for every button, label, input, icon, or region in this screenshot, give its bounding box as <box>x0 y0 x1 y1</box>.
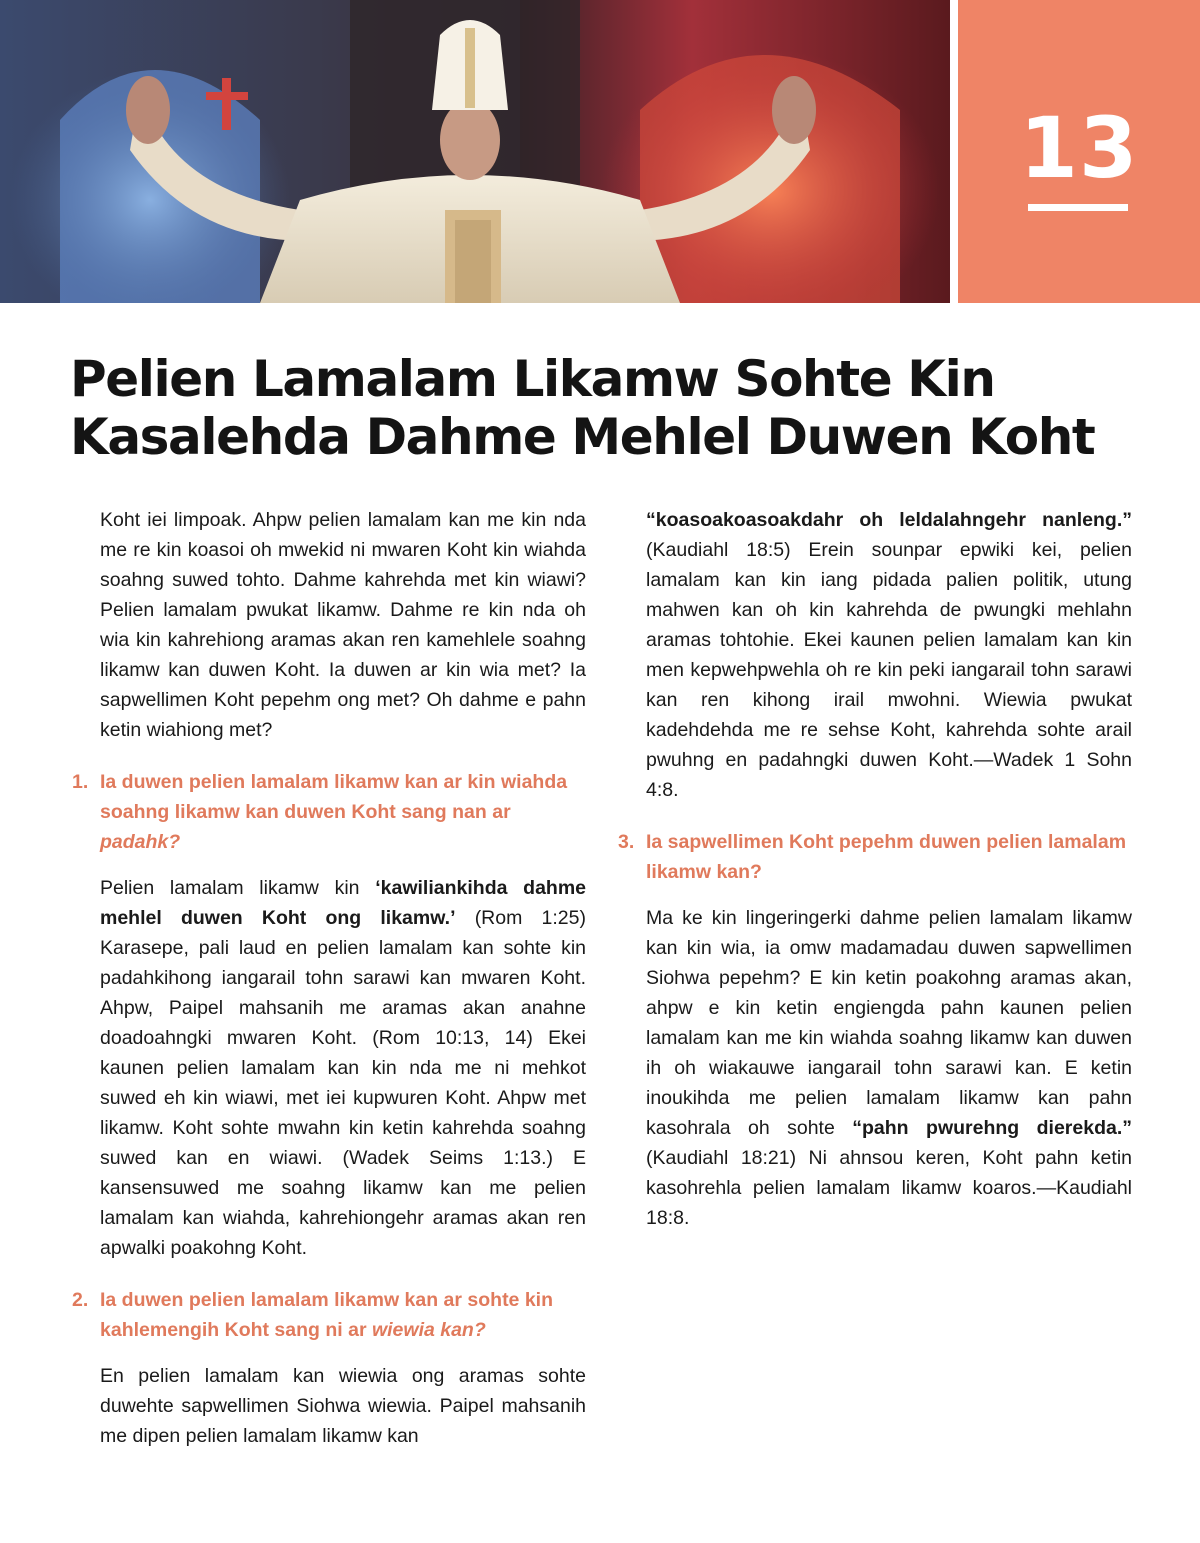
left-column <box>72 505 587 1451</box>
answer-3-quote: “pahn pwurehng dierekda.” <box>852 1117 1133 1139</box>
question-1-text: Ia duwen pelien lamalam likamw kan ar kin wiahda soahng likamw kan duwen Koht sang nan ar <box>100 771 568 823</box>
answer-2-paragraph-part-2 <box>646 505 1132 805</box>
question-3-number: 3. <box>618 831 635 853</box>
title-line-2: Kasalehda Dahme Mehlel Duwen Koht <box>70 408 1095 466</box>
answer-1-quote: ‘kawiliankihda dahme mehlel duwen Koht ong likamw.’ <box>100 877 587 929</box>
answer-1-text-a: Pelien lamalam likamw kin <box>100 877 376 899</box>
chapter-badge <box>958 0 1200 303</box>
answer-1-text-b: (Rom 1:25) Karasepe, pali laud en pelien lamalam kan sohte kin padahkihong iangarail tohn sarawi kan mwaren Koht. Ahpw, Paipel mahsanih me aramas akan anahne doadoahngki mwaren Koht. (Rom 10:13, 14) Ekei kaunen pelien lamalam kan kin nda me ni mehkot suwed eh kin wiawi, met iei kupwuren Koht. Ahpw met likamw. Koht sohte mwahn kin ketin kahrehda soahng suwed kan en wiawi. (Wadek Seims 1:13.) E kansensuwed me soahng likamw kan me pelien lamalam kan wiahda, kahrehiongehr aramas akan ren apwalki poakohng Koht. <box>100 907 586 1259</box>
answer-2-text-b: (Kaudiahl 18:5) Erein sounpar epwiki kei, pelien lamalam kan kin iang pidada palien politik, utung mahwen kan oh kin kahrehda de pwungki mehlahn aramas tohtohie. Ekei kaunen pelien lamalam kan kin men kepwehpwehla oh re kin peki iangarail tohn sarawi kan ren kihong irail mwohni. Wiewia pwukat kadehdehda me re sehse Koht, kahrehda sohte arail pwuhng en padahngki duwen Koht.—Wadek 1 Sohn 4:8. <box>646 539 1132 801</box>
question-1-number: 1. <box>72 771 89 793</box>
answer-2-text-a: En pelien lamalam kan wiewia ong aramas sohte duwehte sapwellimen Siohwa wiewia. Paipel mahsanih me dipen pelien lamalam likamw kan <box>100 1365 586 1447</box>
question-2-number: 2. <box>72 1289 89 1311</box>
answer-3-paragraph <box>646 903 1132 1233</box>
answer-1-paragraph <box>100 873 586 1263</box>
page-title <box>70 350 1140 466</box>
chapter-rule <box>1028 204 1128 211</box>
question-2-emphasis: wiewia kan? <box>371 1319 486 1341</box>
hero-image <box>0 0 950 303</box>
question-2 <box>72 1285 586 1345</box>
answer-2-quote: “koasoakoasoakdahr oh leldalahngehr nanleng.” <box>646 509 1132 531</box>
answer-2-paragraph-part-1 <box>100 1361 586 1451</box>
question-2-text: Ia duwen pelien lamalam likamw kan ar sohte kin kahlemengih Koht sang ni ar <box>100 1289 553 1341</box>
question-3-text: Ia sapwellimen Koht pepehm duwen pelien lamalam likamw kan? <box>646 831 1127 883</box>
chapter-number: 13 <box>1019 99 1139 197</box>
right-column <box>618 505 1133 1255</box>
question-1-emphasis: padahk? <box>100 831 181 853</box>
answer-3-text-b: (Kaudiahl 18:21) Ni ahnsou keren, Koht pahn ketin kasohrehla pelien lamalam likamw koaros.—Kaudiahl 18:8. <box>646 1147 1132 1229</box>
intro-paragraph: Koht iei limpoak. Ahpw pelien lamalam kan me kin nda me re kin koasoi oh mwekid ni mwaren Koht kin wiahda soahng suwed tohto. Dahme kahrehda met kin wiawi? Pelien lamalam pwukat likamw. Dahme re kin nda oh wia kin kahrehiong aramas akan ren kamehlele soahng likamw kan duwen Koht. Ia duwen ar kin wia met? Ia sapwellimen Koht pepehm ong met? Oh dahme e pahn ketin wiahiong met? <box>100 509 586 741</box>
answer-3-text-a: Ma ke kin lingeringerki dahme pelien lamalam likamw kan kin wia, ia omw madamadau duwen sapwellimen Siohwa pepehm? E kin ketin poakohng aramas akan, ahpw e kin ketin engiengda pahn kaunen pelien lamalam kan me kin wiahda soahng likamw kan duwen ih oh wiakauwe iangarail tohn sarawi kan. E ketin inoukihda me pelien lamalam likamw kan pahn kasohrala oh sohte <box>646 907 1132 1139</box>
question-1 <box>72 767 586 857</box>
question-3 <box>618 827 1132 887</box>
priest-in-cathedral-illustration <box>0 0 950 303</box>
title-line-1: Pelien Lamalam Likamw Sohte Kin <box>70 350 995 408</box>
